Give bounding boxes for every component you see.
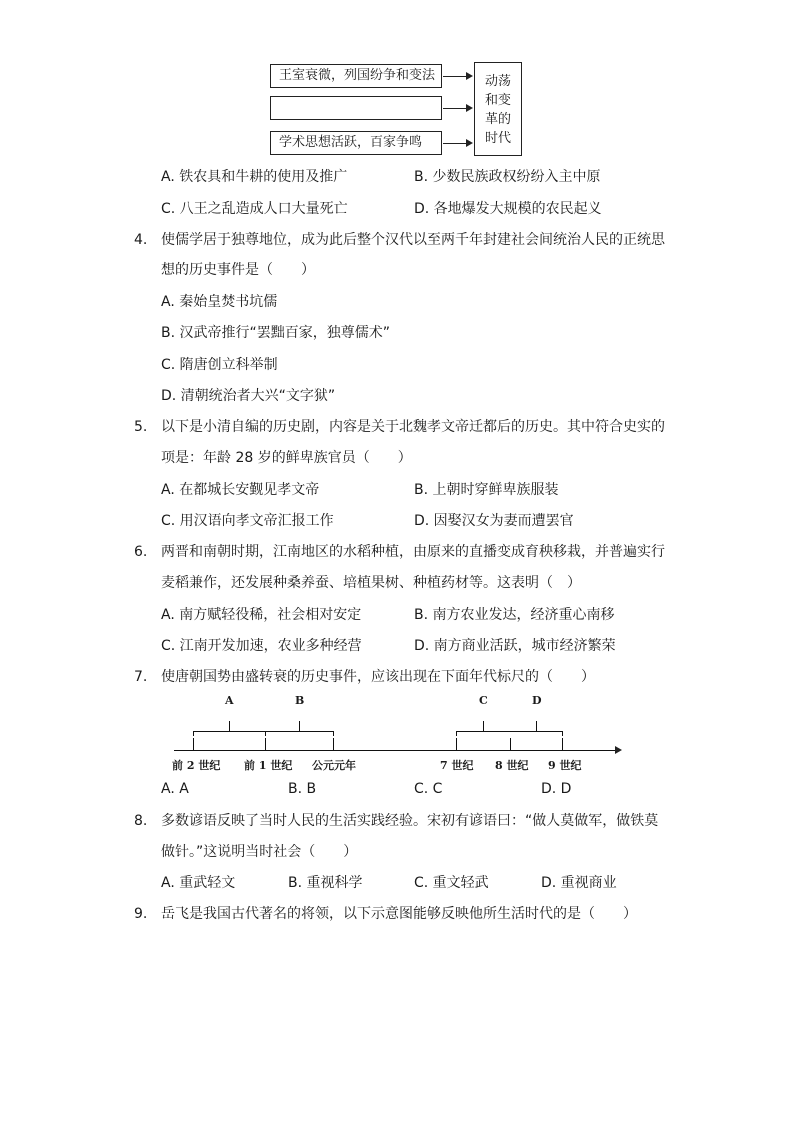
timeline-label-ad1: 公元元年 xyxy=(312,759,356,772)
q8-option-b[interactable]: B. 重视科学 xyxy=(288,875,363,891)
q3-option-a[interactable]: A. 铁农具和牛耕的使用及推广 xyxy=(161,169,348,185)
bracket-d-stem xyxy=(536,721,537,731)
q4-number: 4. xyxy=(134,232,148,248)
timeline-label-c8: 8 世纪 xyxy=(495,759,529,772)
timeline-label-c7: 7 世纪 xyxy=(440,759,474,772)
q3-option-b[interactable]: B. 少数民族政权纷纷入主中原 xyxy=(414,169,601,185)
arrow-1 xyxy=(443,76,467,77)
diagram-target-box xyxy=(474,62,522,156)
bracket-c-stem xyxy=(483,721,484,731)
q4-option-b[interactable]: B. 汉武帝推行“罢黜百家，独尊儒术” xyxy=(161,325,391,341)
bracket-c-left xyxy=(456,731,457,736)
timeline-arrow-icon xyxy=(615,746,622,754)
bracket-c xyxy=(456,731,510,732)
q9-number: 9. xyxy=(134,906,148,922)
timeline-label-c9: 9 世纪 xyxy=(548,759,582,772)
tick-ad1 xyxy=(333,738,334,750)
timeline-letter-d: D xyxy=(532,694,542,707)
q8-stem-line-1: 多数谚语反映了当时人民的生活实践经验。宋初有谚语曰：“做人莫做军，做铁莫 xyxy=(161,813,659,829)
q4-stem-line-1: 使儒学居于独尊地位，成为此后整个汉代以至两千年封建社会间统治人民的正统思 xyxy=(161,232,665,248)
tick-bc1 xyxy=(265,738,266,750)
tick-c8 xyxy=(510,738,511,750)
q6-option-c[interactable]: C. 江南开发加速，农业多种经营 xyxy=(161,638,362,654)
q4-option-d[interactable]: D. 清朝统治者大兴“文字狱” xyxy=(161,388,336,404)
q8-option-c[interactable]: C. 重文轻武 xyxy=(414,875,489,891)
q5-stem-line-1: 以下是小清自编的历史剧，内容是关于北魏孝文帝迁都后的历史。其中符合史实的 xyxy=(161,419,665,435)
q8-stem-line-2: 做针。”这说明当时社会（ ） xyxy=(161,844,358,860)
timeline-axis xyxy=(174,750,616,751)
bracket-d xyxy=(510,731,562,732)
bracket-d-right xyxy=(562,731,563,736)
bracket-b-stem xyxy=(299,721,300,731)
q4-stem-line-2: 想的历史事件是（ ） xyxy=(161,262,315,278)
q9-stem-line-1: 岳飞是我国古代著名的将领，以下示意图能够反映他所生活时代的是（ ） xyxy=(161,906,637,922)
q8-option-a[interactable]: A. 重武轻文 xyxy=(161,875,236,891)
q5-option-c[interactable]: C. 用汉语向孝文帝汇报工作 xyxy=(161,513,334,529)
q7-option-d[interactable]: D. D xyxy=(541,781,572,797)
q7-option-b[interactable]: B. B xyxy=(288,781,317,797)
timeline-letter-c: C xyxy=(479,694,488,707)
target-line-2: 和变 xyxy=(484,93,511,108)
timeline-label-bc2: 前 2 世纪 xyxy=(172,759,221,772)
diagram-box-2 xyxy=(270,96,442,120)
timeline-letter-a: A xyxy=(225,694,234,707)
timeline-letter-b: B xyxy=(295,694,305,707)
q5-number: 5. xyxy=(134,419,148,435)
q6-option-a[interactable]: A. 南方赋轻役稀，社会相对安定 xyxy=(161,607,362,623)
arrow-3 xyxy=(443,143,467,144)
arrow-3-head xyxy=(466,139,473,147)
q5-option-b[interactable]: B. 上朝时穿鲜卑族服装 xyxy=(414,482,559,498)
arrow-2 xyxy=(443,108,467,109)
diagram-box-3: 学术思想活跃，百家争鸣 xyxy=(270,131,442,155)
q3-option-c[interactable]: C. 八王之乱造成人口大量死亡 xyxy=(161,201,348,217)
tick-c9 xyxy=(562,738,563,750)
q3-option-d[interactable]: D. 各地爆发大规模的农民起义 xyxy=(414,201,602,217)
q8-number: 8. xyxy=(134,813,148,829)
tick-bc2 xyxy=(193,738,194,750)
target-line-4: 时代 xyxy=(484,131,511,146)
q4-option-a[interactable]: A. 秦始皇焚书坑儒 xyxy=(161,294,278,310)
bracket-a-left xyxy=(193,731,194,736)
q6-stem-line-2: 麦稻兼作，还发展种桑养蚕、培植果树、种植药材等。这表明（ ） xyxy=(161,575,581,591)
bracket-a-stem xyxy=(229,721,230,731)
q7-option-a[interactable]: A. A xyxy=(161,781,189,797)
timeline-label-bc1: 前 1 世纪 xyxy=(244,759,293,772)
arrow-1-head xyxy=(466,72,473,80)
q5-stem-line-2: 项是：年龄 28 岁的鲜卑族官员（ ） xyxy=(161,450,412,466)
q7-number: 7. xyxy=(134,669,148,685)
q6-option-d[interactable]: D. 南方商业活跃，城市经济繁荣 xyxy=(414,638,616,654)
bracket-b xyxy=(265,731,333,732)
bracket-b-right xyxy=(333,731,334,736)
target-line-1: 动荡 xyxy=(484,74,511,89)
q6-stem-line-1: 两晋和南朝时期，江南地区的水稻种植，由原来的直播变成育秧移栽，并普遍实行 xyxy=(161,544,665,560)
q6-number: 6. xyxy=(134,544,148,560)
q6-option-b[interactable]: B. 南方农业发达，经济重心南移 xyxy=(414,607,615,623)
q7-option-c[interactable]: C. C xyxy=(414,781,443,797)
q5-option-a[interactable]: A. 在都城长安觐见孝文帝 xyxy=(161,482,320,498)
tick-c7 xyxy=(456,738,457,750)
target-line-3: 革的 xyxy=(484,112,511,127)
q5-option-d[interactable]: D. 因娶汉女为妻而遭罢官 xyxy=(414,513,574,529)
q8-option-d[interactable]: D. 重视商业 xyxy=(541,875,617,891)
q7-stem-line-1: 使唐朝国势由盛转衰的历史事件，应该出现在下面年代标尺的（ ） xyxy=(161,669,595,685)
bracket-a xyxy=(193,731,265,732)
diagram-box-1: 王室衰微，列国纷争和变法 xyxy=(270,64,442,88)
arrow-2-head xyxy=(466,104,473,112)
q4-option-c[interactable]: C. 隋唐创立科举制 xyxy=(161,357,278,373)
